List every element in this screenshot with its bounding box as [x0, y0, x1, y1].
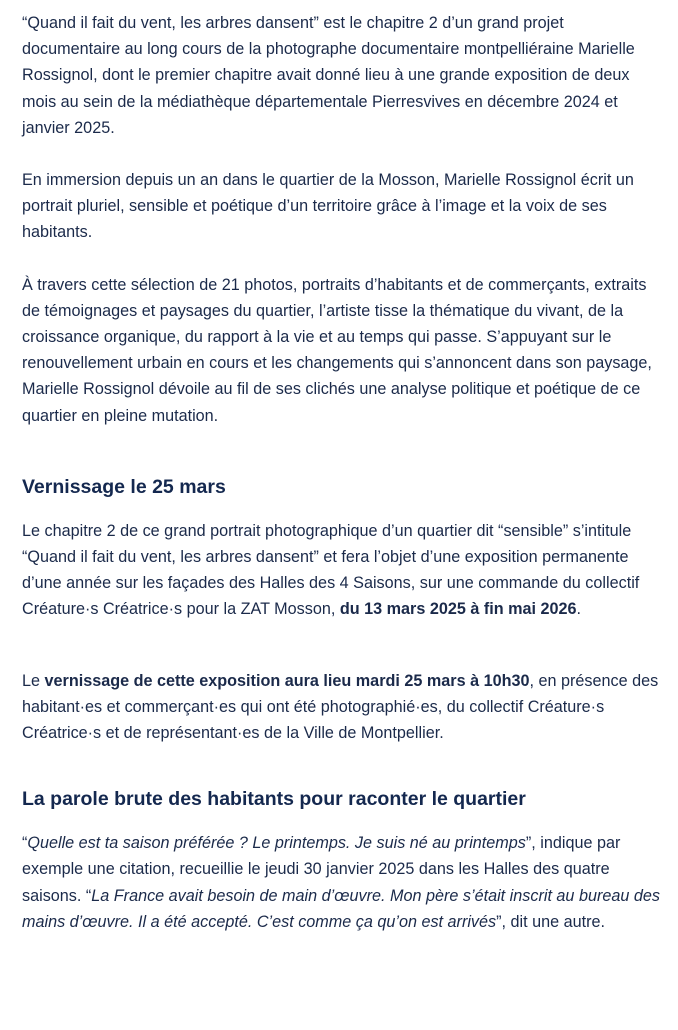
vernissage-lead: Le	[22, 671, 45, 690]
quotes-paragraph	[22, 830, 662, 935]
vernissage-detail-paragraph	[22, 668, 662, 747]
quote-2: La France avait besoin de main d’œuvre. Mon père s’était inscrit au bureau des mains d’œuvre. Il a été accepté. C’est comme ça qu’on est arrivés	[22, 886, 660, 931]
chapter2-dates: du 13 mars 2025 à fin mai 2026	[339, 600, 577, 619]
intro-paragraph: “Quand il fait du vent, les arbres dansent” est le chapitre 2 d’un grand projet documentaire au long cours de la photographe documentaire montpelliéraine Marielle Rossignol, dont le premier chapitre avait donné lieu à une grande exposition de deux mois au sein de la médiathèque départementale Pierresvives en décembre 2024 et janvier 2025.	[22, 14, 635, 137]
chapter2-text: Le chapitre 2 de ce grand portrait photographique d’un quartier dit “sensible” s’intitule “Quand il fait du vent, les arbres dansent” et fera l’objet d’une exposition permanente d’une année sur les façades des Halles des 4 Saisons, sur une commande du collectif Créature·s Créatrice·s pour la ZAT Mosson,	[22, 521, 640, 619]
article-body	[22, 10, 662, 935]
vernissage-date: vernissage de cette exposition aura lieu mardi 25 mars à 10h30	[44, 671, 530, 690]
chapter2-end: .	[576, 600, 582, 619]
quote-end: ”, dit une autre.	[496, 912, 606, 931]
quote-1: Quelle est ta saison préférée ? Le printemps. Je suis né au printemps	[27, 834, 526, 853]
selection-paragraph: À travers cette sélection de 21 photos, portraits d’habitants et de commerçants, extraits de témoignages et paysages du quartier, l’artiste tisse la thématique du vivant, de la croissance organique, du rapport à la vie et au temps qui passe. S’appuyant sur le renouvellement urbain en cours et les changements qui s’annoncent dans son paysage, Marielle Rossignol dévoile au fil de ses clichés une analyse politique et poétique de ce quartier en pleine mutation.	[22, 275, 652, 425]
parole-heading: La parole brute des habitants pour raconter le quartier	[22, 788, 526, 811]
quote-open: “	[22, 834, 28, 853]
vernissage-rest: , en présence des habitant·es et commerçant·es qui ont été photographié·es, du collectif Créature·s Créatrice·s et de représentant·es de la Ville de Montpellier.	[22, 671, 659, 743]
vernissage-heading: Vernissage le 25 mars	[22, 475, 226, 498]
immersion-paragraph: En immersion depuis un an dans le quartier de la Mosson, Marielle Rossignol écrit un portrait pluriel, sensible et poétique d’un territoire grâce à l’image et la voix de ses habitants.	[22, 171, 634, 242]
quote-middle: ”, indique par exemple une citation, recueillie le jeudi 30 janvier 2025 dans les Halles des quatre saisons. “	[22, 834, 621, 905]
chapter2-paragraph	[22, 518, 662, 623]
